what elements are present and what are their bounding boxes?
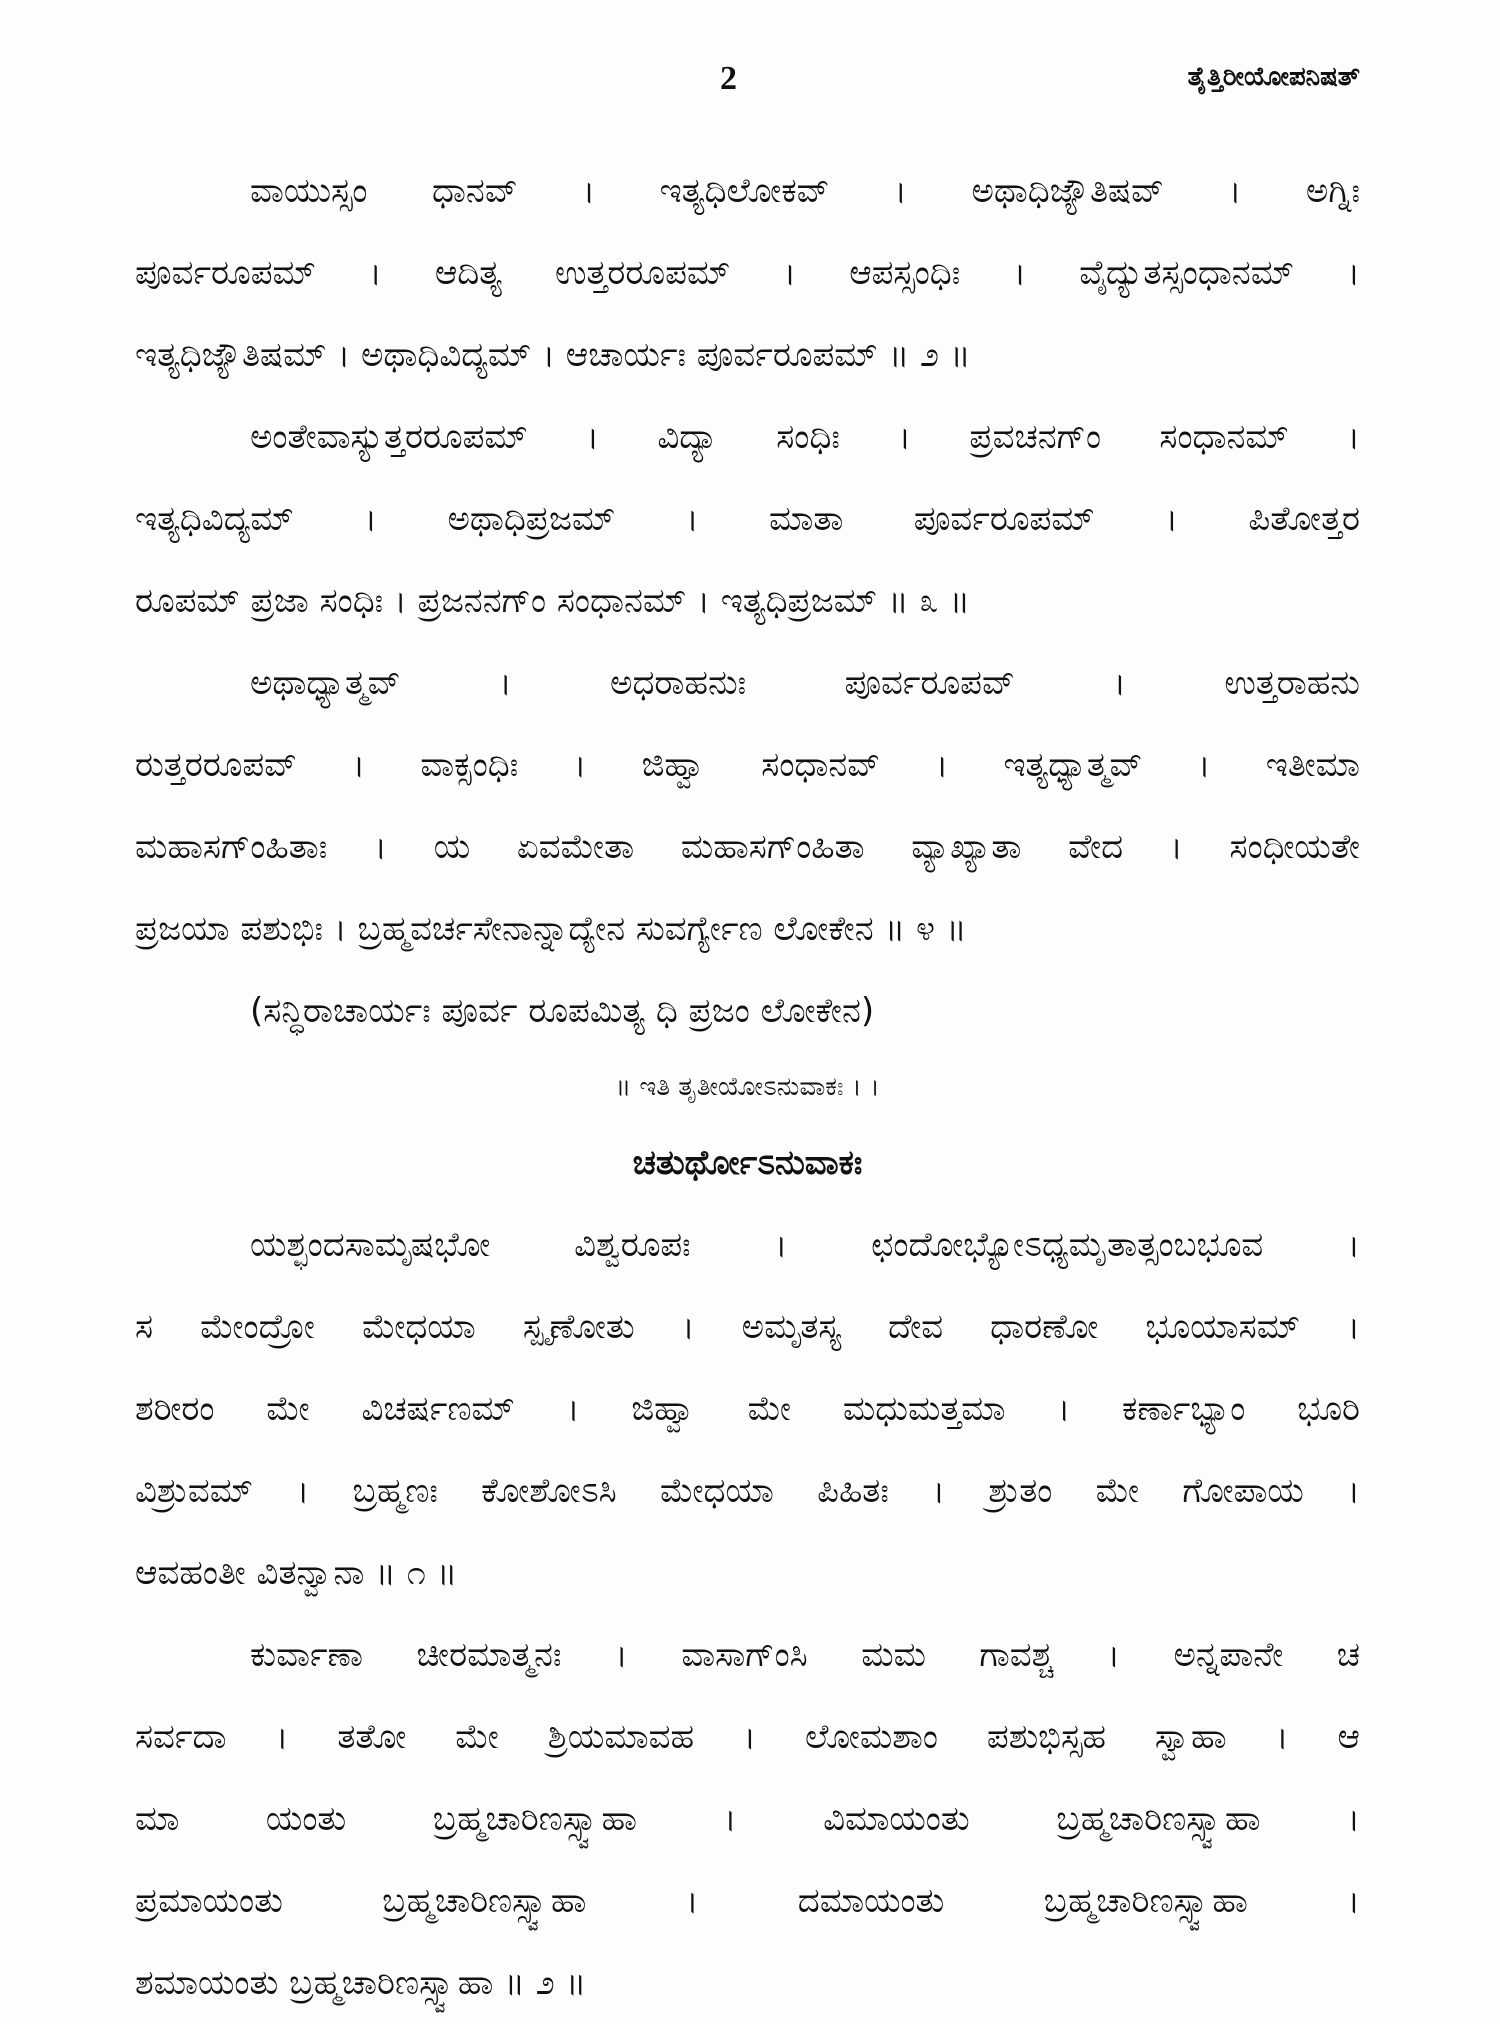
text-line: ಮಹಾಸಗ್‌ಂಹಿತಾಃ । ಯ ಏವಮೇತಾ ಮಹಾಸಗ್‌ಂಹಿತಾ ವ್ಯಾಖ್ಯಾತಾ ವೇದ । ಸಂಧೀಯತೇ: [135, 827, 1360, 867]
section-title: ಚತುರ್ಥೋಽನುವಾಕಃ: [632, 1143, 863, 1183]
text-line: ಶಮಾಯಂತು ಬ್ರಹ್ಮಚಾರಿಣಸ್ಸ್ವಾಹಾ ॥ ೨ ॥: [135, 1963, 587, 2003]
text-line: ಯಶ್ಛಂದಸಾಮೃಷಭೋ ವಿಶ್ವರೂಪಃ । ಛಂದೋಭ್ಯೋಽಧ್ಯಮೃತಾತ್ಸಂಬಭೂವ ।: [250, 1225, 1360, 1265]
text-line: ಸ ಮೇಂದ್ರೋ ಮೇಧಯಾ ಸ್ಪೃಣೋತು । ಅಮೃತಸ್ಯ ದೇವ ಧಾರಣೋ ಭೂಯಾಸಮ್ ।: [135, 1307, 1360, 1347]
text-line: ಕುರ್ವಾಣಾ ಚೀರಮಾತ್ಮನಃ । ವಾಸಾಗ್‌ಂಸಿ ಮಮ ಗಾವಶ್ಚ । ಅನ್ನಪಾನೇ ಚ: [250, 1635, 1360, 1675]
text-line: ಇತ್ಯಧಿಜ್ಯೌತಿಷಮ್ । ಅಥಾಧಿವಿದ್ಯಮ್ । ಆಚಾರ್ಯಃ ಪೂರ್ವರೂಪಮ್ ॥ ೨ ॥: [135, 335, 971, 375]
text-line: ಶರೀರಂ ಮೇ ವಿಚರ್ಷಣಮ್ । ಜಿಹ್ವಾ ಮೇ ಮಧುಮತ್ತಮಾ । ಕರ್ಣಾಭ್ಯಾಂ ಭೂರಿ: [135, 1389, 1360, 1429]
text-line: ಪ್ರಜಯಾ ಪಶುಭಿಃ । ಬ್ರಹ್ಮವರ್ಚಸೇನಾನ್ನಾದ್ಯೇನ ಸುವರ್ಗ್ಯೇಣ ಲೋಕೇನ ॥ ೪ ॥: [135, 909, 967, 949]
text-line: ಪೂರ್ವರೂಪಮ್ । ಆದಿತ್ಯ ಉತ್ತರರೂಪಮ್ । ಆಪಸ್ಸಂಧಿಃ । ವೈದ್ಯುತಸ್ಸಂಧಾನಮ್ ।: [135, 253, 1360, 293]
text-line: ಇತ್ಯಧಿವಿದ್ಯಮ್ । ಅಥಾಧಿಪ್ರಜಮ್ । ಮಾತಾ ಪೂರ್ವರೂಪಮ್ । ಪಿತೋತ್ತರ: [135, 499, 1360, 539]
text-line: ಮಾ ಯಂತು ಬ್ರಹ್ಮಚಾರಿಣಸ್ಸ್ವಾಹಾ । ವಿಮಾಯಂತು ಬ್ರಹ್ಮಚಾರಿಣಸ್ಸ್ವಾಹಾ ।: [135, 1799, 1360, 1839]
running-title: ತೈತ್ತಿರೀಯೋಪನಿಷತ್: [1187, 62, 1360, 92]
page-header: [0, 60, 1500, 110]
text-line: ವಾಯುಸ್ಸಂ ಧಾನವ್ । ಇತ್ಯಧಿಲೋಕವ್ । ಅಥಾಧಿಜ್ಯೌತಿಷವ್ । ಅಗ್ನಿಃ: [250, 171, 1360, 211]
text-line: ರೂಪಮ್ ಪ್ರಜಾ ಸಂಧಿಃ । ಪ್ರಜನನಗ್‌ಂ ಸಂಧಾನಮ್ । ಇತ್ಯಧಿಪ್ರಜಮ್ ॥ ೩ ॥: [135, 581, 970, 621]
section-colophon: ॥ ಇತಿ ತೃತೀಯೋಽನುವಾಕಃ । ।: [615, 1072, 880, 1102]
page-number: 2: [720, 60, 737, 97]
page-body: [135, 150, 1360, 2024]
text-line: ಆವಹಂತೀ ವಿತನ್ವಾನಾ ॥ ೧ ॥: [135, 1553, 458, 1593]
text-line: ಅಥಾಧ್ಯಾತ್ಮವ್ । ಅಧರಾಹನುಃ ಪೂರ್ವರೂಪವ್ । ಉತ್ತರಾಹನು: [250, 663, 1360, 703]
text-line: ರುತ್ತರರೂಪವ್ । ವಾಕ್ಸಂಧಿಃ । ಜಿಹ್ವಾ ಸಂಧಾನವ್ । ಇತ್ಯಧ್ಯಾತ್ಮವ್ । ಇತೀಮಾ: [135, 745, 1360, 785]
text-line: ಸರ್ವದಾ । ತತೋ ಮೇ ಶ್ರಿಯಮಾವಹ । ಲೋಮಶಾಂ ಪಶುಭಿಸ್ಸಹ ಸ್ವಾಹಾ । ಆ: [135, 1717, 1360, 1757]
text-line: ಪ್ರಮಾಯಂತು ಬ್ರಹ್ಮಚಾರಿಣಸ್ಸ್ವಾಹಾ । ದಮಾಯಂತು ಬ್ರಹ್ಮಚಾರಿಣಸ್ಸ್ವಾಹಾ ।: [135, 1881, 1360, 1921]
text-line: ವಿಶ್ರುವಮ್ । ಬ್ರಹ್ಮಣಃ ಕೋಶೋಽಸಿ ಮೇಧಯಾ ಪಿಹಿತಃ । ಶ್ರುತಂ ಮೇ ಗೋಪಾಯ ।: [135, 1471, 1360, 1511]
text-line: ಅಂತೇವಾಸ್ಯುತ್ತರರೂಪಮ್ । ವಿದ್ಯಾ ಸಂಧಿಃ । ಪ್ರವಚನಗ್‌ಂ ಸಂಧಾನಮ್ ।: [250, 417, 1360, 457]
summary-line: (ಸನ್ಧಿರಾಚಾರ್ಯಃ ಪೂರ್ವ ರೂಪಮಿತ್ಯ ಧಿ ಪ್ರಜಂ ಲೋಕೇನ): [250, 991, 875, 1031]
